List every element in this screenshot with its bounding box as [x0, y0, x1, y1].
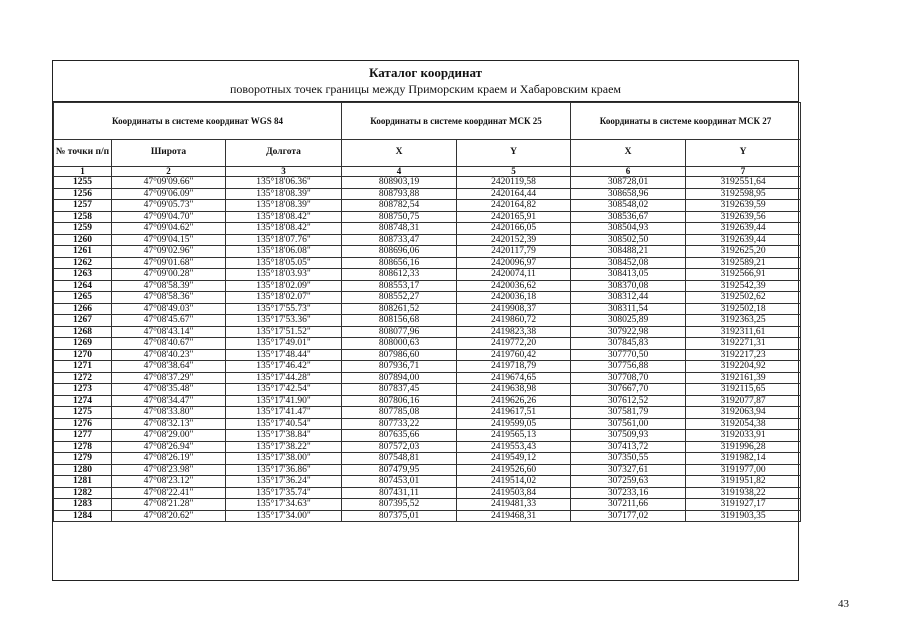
- table-cell: 3192639,44: [686, 223, 801, 235]
- table-cell: 1273: [54, 384, 112, 396]
- table-cell: 47°08'40.23": [112, 349, 226, 361]
- table-cell: 3192566,91: [686, 269, 801, 281]
- table-cell: 2419599,05: [457, 418, 571, 430]
- table-cell: 135°17'53.36": [226, 315, 342, 327]
- table-cell: 135°17'36.24": [226, 476, 342, 488]
- table-cell: 3192161,39: [686, 372, 801, 384]
- table-cell: 307667,70: [571, 384, 686, 396]
- table-cell: 308548,02: [571, 200, 686, 212]
- table-cell: 135°17'42.54": [226, 384, 342, 396]
- table-cell: 3192502,62: [686, 292, 801, 304]
- header-point-no: № точки п/п: [54, 140, 112, 167]
- table-cell: 808261,52: [342, 303, 457, 315]
- table-cell: 808793,88: [342, 188, 457, 200]
- table-cell: 47°08'32.13": [112, 418, 226, 430]
- table-cell: 3192639,56: [686, 211, 801, 223]
- table-cell: 307756,88: [571, 361, 686, 373]
- table-cell: 3192311,61: [686, 326, 801, 338]
- table-cell: 808553,17: [342, 280, 457, 292]
- table-row: [54, 246, 801, 258]
- column-number-row: [54, 167, 801, 177]
- table-cell: 1268: [54, 326, 112, 338]
- table-cell: 135°18'02.09": [226, 280, 342, 292]
- table-cell: 307509,93: [571, 430, 686, 442]
- table-cell: 308370,08: [571, 280, 686, 292]
- header-group-msk27: Координаты в системе координат МСК 27: [571, 103, 801, 140]
- table-cell: 135°18'07.76": [226, 234, 342, 246]
- table-row: [54, 430, 801, 442]
- header-group-msk25: Координаты в системе координат МСК 25: [342, 103, 571, 140]
- table-cell: 2420074,11: [457, 269, 571, 281]
- table-cell: 3192063,94: [686, 407, 801, 419]
- table-cell: 135°18'03.93": [226, 269, 342, 281]
- table-row: [54, 303, 801, 315]
- table-row: [54, 441, 801, 453]
- table-cell: 3192639,59: [686, 200, 801, 212]
- table-row: [54, 257, 801, 269]
- table-cell: 807635,66: [342, 430, 457, 442]
- table-cell: 308728,01: [571, 177, 686, 189]
- table-cell: 3191977,00: [686, 464, 801, 476]
- table-cell: 307922,98: [571, 326, 686, 338]
- table-cell: 2420164,44: [457, 188, 571, 200]
- table-cell: 3192204,92: [686, 361, 801, 373]
- table-cell: 3192551,64: [686, 177, 801, 189]
- table-cell: 47°08'43.14": [112, 326, 226, 338]
- table-cell: 135°17'51.52": [226, 326, 342, 338]
- table-cell: 135°17'34.00": [226, 510, 342, 522]
- header-y-msk25: Y: [457, 140, 571, 167]
- table-row: [54, 234, 801, 246]
- table-cell: 808156,68: [342, 315, 457, 327]
- table-cell: 47°08'34.47": [112, 395, 226, 407]
- table-cell: 3192033,91: [686, 430, 801, 442]
- table-cell: 47°08'23.98": [112, 464, 226, 476]
- table-row: [54, 280, 801, 292]
- table-row: [54, 177, 801, 189]
- table-cell: 1258: [54, 211, 112, 223]
- table-cell: 1278: [54, 441, 112, 453]
- table-cell: 135°17'41.47": [226, 407, 342, 419]
- table-cell: 3191996,28: [686, 441, 801, 453]
- table-cell: 3192639,44: [686, 234, 801, 246]
- table-cell: 3191903,35: [686, 510, 801, 522]
- table-cell: 47°08'23.12": [112, 476, 226, 488]
- table-cell: 3191938,22: [686, 487, 801, 499]
- table-cell: 308658,96: [571, 188, 686, 200]
- table-cell: 3192115,65: [686, 384, 801, 396]
- table-cell: 135°17'49.01": [226, 338, 342, 350]
- table-cell: 308502,50: [571, 234, 686, 246]
- table-cell: 1265: [54, 292, 112, 304]
- table-cell: 308504,93: [571, 223, 686, 235]
- column-number: 4: [342, 167, 457, 177]
- table-cell: 808903,19: [342, 177, 457, 189]
- table-row: [54, 188, 801, 200]
- table-cell: 807375,01: [342, 510, 457, 522]
- catalog-frame: [52, 60, 799, 581]
- table-cell: 135°17'48.44": [226, 349, 342, 361]
- table-row: [54, 292, 801, 304]
- table-cell: 135°17'55.73": [226, 303, 342, 315]
- table-cell: 135°18'08.42": [226, 211, 342, 223]
- table-cell: 1259: [54, 223, 112, 235]
- table-cell: 3191951,82: [686, 476, 801, 488]
- table-row: [54, 315, 801, 327]
- column-number: 7: [686, 167, 801, 177]
- table-cell: 2419638,98: [457, 384, 571, 396]
- table-cell: 47°08'58.39": [112, 280, 226, 292]
- table-row: [54, 464, 801, 476]
- table-row: [54, 223, 801, 235]
- header-y-msk27: Y: [686, 140, 801, 167]
- table-cell: 47°09'09.66": [112, 177, 226, 189]
- table-row: [54, 453, 801, 465]
- table-cell: 308312,44: [571, 292, 686, 304]
- table-cell: 47°08'21.28": [112, 499, 226, 511]
- table-cell: 308452,08: [571, 257, 686, 269]
- table-cell: 307177,02: [571, 510, 686, 522]
- table-cell: 135°18'02.07": [226, 292, 342, 304]
- table-cell: 47°08'58.36": [112, 292, 226, 304]
- table-cell: 807431,11: [342, 487, 457, 499]
- table-cell: 2420036,62: [457, 280, 571, 292]
- table-cell: 807806,16: [342, 395, 457, 407]
- table-cell: 2420166,05: [457, 223, 571, 235]
- table-cell: 135°17'44.28": [226, 372, 342, 384]
- page-number: 43: [838, 598, 849, 610]
- table-cell: 3191982,14: [686, 453, 801, 465]
- table-cell: 3192054,38: [686, 418, 801, 430]
- table-cell: 807837,45: [342, 384, 457, 396]
- header-group-wgs84: Координаты в системе координат WGS 84: [54, 103, 342, 140]
- table-cell: 807395,52: [342, 499, 457, 511]
- table-cell: 47°09'01.68": [112, 257, 226, 269]
- table-cell: 3192542,39: [686, 280, 801, 292]
- table-cell: 135°18'08.42": [226, 223, 342, 235]
- table-cell: 808750,75: [342, 211, 457, 223]
- table-body: [54, 177, 801, 522]
- table-cell: 47°09'04.15": [112, 234, 226, 246]
- table-cell: 1279: [54, 453, 112, 465]
- table-cell: 3192589,21: [686, 257, 801, 269]
- table-cell: 47°09'05.73": [112, 200, 226, 212]
- table-cell: 1269: [54, 338, 112, 350]
- table-row: [54, 200, 801, 212]
- table-cell: 135°18'08.39": [226, 200, 342, 212]
- table-cell: 1274: [54, 395, 112, 407]
- table-cell: 135°17'46.42": [226, 361, 342, 373]
- table-cell: 3192217,23: [686, 349, 801, 361]
- table-cell: 2419468,31: [457, 510, 571, 522]
- table-cell: 1255: [54, 177, 112, 189]
- table-cell: 47°08'29.00": [112, 430, 226, 442]
- table-row: [54, 338, 801, 350]
- table-cell: 808000,63: [342, 338, 457, 350]
- header-latitude: Широта: [112, 140, 226, 167]
- table-row: [54, 510, 801, 522]
- table-row: [54, 487, 801, 499]
- column-number: 6: [571, 167, 686, 177]
- title-block: [53, 61, 798, 102]
- table-cell: 1283: [54, 499, 112, 511]
- catalog-subtitle: поворотных точек границы между Приморским краем и Хабаровским краем: [229, 82, 622, 96]
- table-cell: 135°17'40.54": [226, 418, 342, 430]
- table-cell: 1272: [54, 372, 112, 384]
- table-cell: 3192598,95: [686, 188, 801, 200]
- table-cell: 307259,63: [571, 476, 686, 488]
- table-cell: 807453,01: [342, 476, 457, 488]
- table-cell: 808696,06: [342, 246, 457, 258]
- table-cell: 2420096,97: [457, 257, 571, 269]
- table-cell: 2419514,02: [457, 476, 571, 488]
- table-cell: 135°18'08.39": [226, 188, 342, 200]
- table-cell: 3192502,18: [686, 303, 801, 315]
- table-cell: 47°08'20.62": [112, 510, 226, 522]
- table-cell: 1282: [54, 487, 112, 499]
- table-cell: 3192625,20: [686, 246, 801, 258]
- table-cell: 2419718,79: [457, 361, 571, 373]
- table-row: [54, 326, 801, 338]
- table-cell: 1270: [54, 349, 112, 361]
- table-cell: 307561,00: [571, 418, 686, 430]
- table-cell: 2420152,39: [457, 234, 571, 246]
- column-number: 5: [457, 167, 571, 177]
- table-cell: 2419526,60: [457, 464, 571, 476]
- table-cell: 307770,50: [571, 349, 686, 361]
- table-cell: 1257: [54, 200, 112, 212]
- coordinates-table: [53, 102, 801, 522]
- table-cell: 135°17'35.74": [226, 487, 342, 499]
- table-cell: 135°18'06.08": [226, 246, 342, 258]
- table-cell: 308488,21: [571, 246, 686, 258]
- table-cell: 47°08'38.64": [112, 361, 226, 373]
- table-cell: 307708,70: [571, 372, 686, 384]
- table-cell: 135°17'38.22": [226, 441, 342, 453]
- table-cell: 47°09'06.09": [112, 188, 226, 200]
- table-cell: 2419549,12: [457, 453, 571, 465]
- table-row: [54, 361, 801, 373]
- table-cell: 307581,79: [571, 407, 686, 419]
- table-cell: 308311,54: [571, 303, 686, 315]
- table-cell: 135°17'34.63": [226, 499, 342, 511]
- table-cell: 808733,47: [342, 234, 457, 246]
- table-row: [54, 476, 801, 488]
- table-cell: 1261: [54, 246, 112, 258]
- table-cell: 307233,16: [571, 487, 686, 499]
- table-cell: 307350,55: [571, 453, 686, 465]
- table-cell: 307211,66: [571, 499, 686, 511]
- table-cell: 47°08'37.29": [112, 372, 226, 384]
- table-cell: 47°08'26.19": [112, 453, 226, 465]
- table-cell: 1256: [54, 188, 112, 200]
- table-cell: 2419503,84: [457, 487, 571, 499]
- table-cell: 47°09'04.70": [112, 211, 226, 223]
- table-cell: 2420119,58: [457, 177, 571, 189]
- table-cell: 135°17'38.84": [226, 430, 342, 442]
- table-cell: 808782,54: [342, 200, 457, 212]
- table-row: [54, 384, 801, 396]
- table-row: [54, 269, 801, 281]
- table-cell: 808077,96: [342, 326, 457, 338]
- table-row: [54, 211, 801, 223]
- table-cell: 808656,16: [342, 257, 457, 269]
- table-cell: 2419860,72: [457, 315, 571, 327]
- table-cell: 2420164,82: [457, 200, 571, 212]
- table-cell: 135°17'38.00": [226, 453, 342, 465]
- table-cell: 308025,89: [571, 315, 686, 327]
- table-cell: 1275: [54, 407, 112, 419]
- table-cell: 47°08'26.94": [112, 441, 226, 453]
- table-cell: 807936,71: [342, 361, 457, 373]
- table-cell: 135°18'05.05": [226, 257, 342, 269]
- table-cell: 808552,27: [342, 292, 457, 304]
- table-cell: 1263: [54, 269, 112, 281]
- table-cell: 2419626,26: [457, 395, 571, 407]
- table-cell: 47°08'49.03": [112, 303, 226, 315]
- table-cell: 307413,72: [571, 441, 686, 453]
- table-cell: 47°08'35.48": [112, 384, 226, 396]
- header-longitude: Долгота: [226, 140, 342, 167]
- table-cell: 808612,33: [342, 269, 457, 281]
- table-cell: 1260: [54, 234, 112, 246]
- table-cell: 3191927,17: [686, 499, 801, 511]
- table-cell: 2419553,43: [457, 441, 571, 453]
- table-cell: 2419565,13: [457, 430, 571, 442]
- table-row: [54, 395, 801, 407]
- table-cell: 3192363,25: [686, 315, 801, 327]
- table-cell: 1262: [54, 257, 112, 269]
- table-cell: 2419674,65: [457, 372, 571, 384]
- table-cell: 807986,60: [342, 349, 457, 361]
- table-cell: 1281: [54, 476, 112, 488]
- table-cell: 1267: [54, 315, 112, 327]
- table-cell: 47°09'04.62": [112, 223, 226, 235]
- table-cell: 307327,61: [571, 464, 686, 476]
- table-cell: 2419617,51: [457, 407, 571, 419]
- table-cell: 47°08'33.80": [112, 407, 226, 419]
- table-cell: 1284: [54, 510, 112, 522]
- table-cell: 808748,31: [342, 223, 457, 235]
- table-cell: 2419760,42: [457, 349, 571, 361]
- table-cell: 2419772,20: [457, 338, 571, 350]
- table-cell: 135°17'41.90": [226, 395, 342, 407]
- table-row: [54, 349, 801, 361]
- column-number: 3: [226, 167, 342, 177]
- table-cell: 47°08'45.67": [112, 315, 226, 327]
- table-cell: 2419481,33: [457, 499, 571, 511]
- table-cell: 47°08'40.67": [112, 338, 226, 350]
- table-cell: 2420165,91: [457, 211, 571, 223]
- table-cell: 3192271,31: [686, 338, 801, 350]
- table-cell: 135°18'06.36": [226, 177, 342, 189]
- table-cell: 308413,05: [571, 269, 686, 281]
- table-cell: 307845,83: [571, 338, 686, 350]
- table-cell: 47°09'00.28": [112, 269, 226, 281]
- table-cell: 1264: [54, 280, 112, 292]
- table-cell: 807733,22: [342, 418, 457, 430]
- table-cell: 135°17'36.86": [226, 464, 342, 476]
- table-cell: 1280: [54, 464, 112, 476]
- table-cell: 1271: [54, 361, 112, 373]
- table-cell: 1266: [54, 303, 112, 315]
- table-row: [54, 372, 801, 384]
- table-cell: 47°08'22.41": [112, 487, 226, 499]
- catalog-title: Каталог координат: [368, 65, 482, 80]
- table-row: [54, 499, 801, 511]
- table-row: [54, 418, 801, 430]
- table-cell: 1277: [54, 430, 112, 442]
- table-row: [54, 407, 801, 419]
- column-number: 1: [54, 167, 112, 177]
- table-cell: 807894,00: [342, 372, 457, 384]
- table-cell: 2420117,79: [457, 246, 571, 258]
- table-cell: 807785,08: [342, 407, 457, 419]
- table-cell: 3192077,87: [686, 395, 801, 407]
- table-cell: 807572,03: [342, 441, 457, 453]
- table-cell: 1276: [54, 418, 112, 430]
- table-cell: 807479,95: [342, 464, 457, 476]
- table-cell: 2420036,18: [457, 292, 571, 304]
- table-cell: 307612,52: [571, 395, 686, 407]
- table-cell: 807548,81: [342, 453, 457, 465]
- table-cell: 2419908,37: [457, 303, 571, 315]
- table-cell: 2419823,38: [457, 326, 571, 338]
- header-x-msk25: X: [342, 140, 457, 167]
- table-cell: 308536,67: [571, 211, 686, 223]
- header-x-msk27: X: [571, 140, 686, 167]
- column-number: 2: [112, 167, 226, 177]
- table-cell: 47°09'02.96": [112, 246, 226, 258]
